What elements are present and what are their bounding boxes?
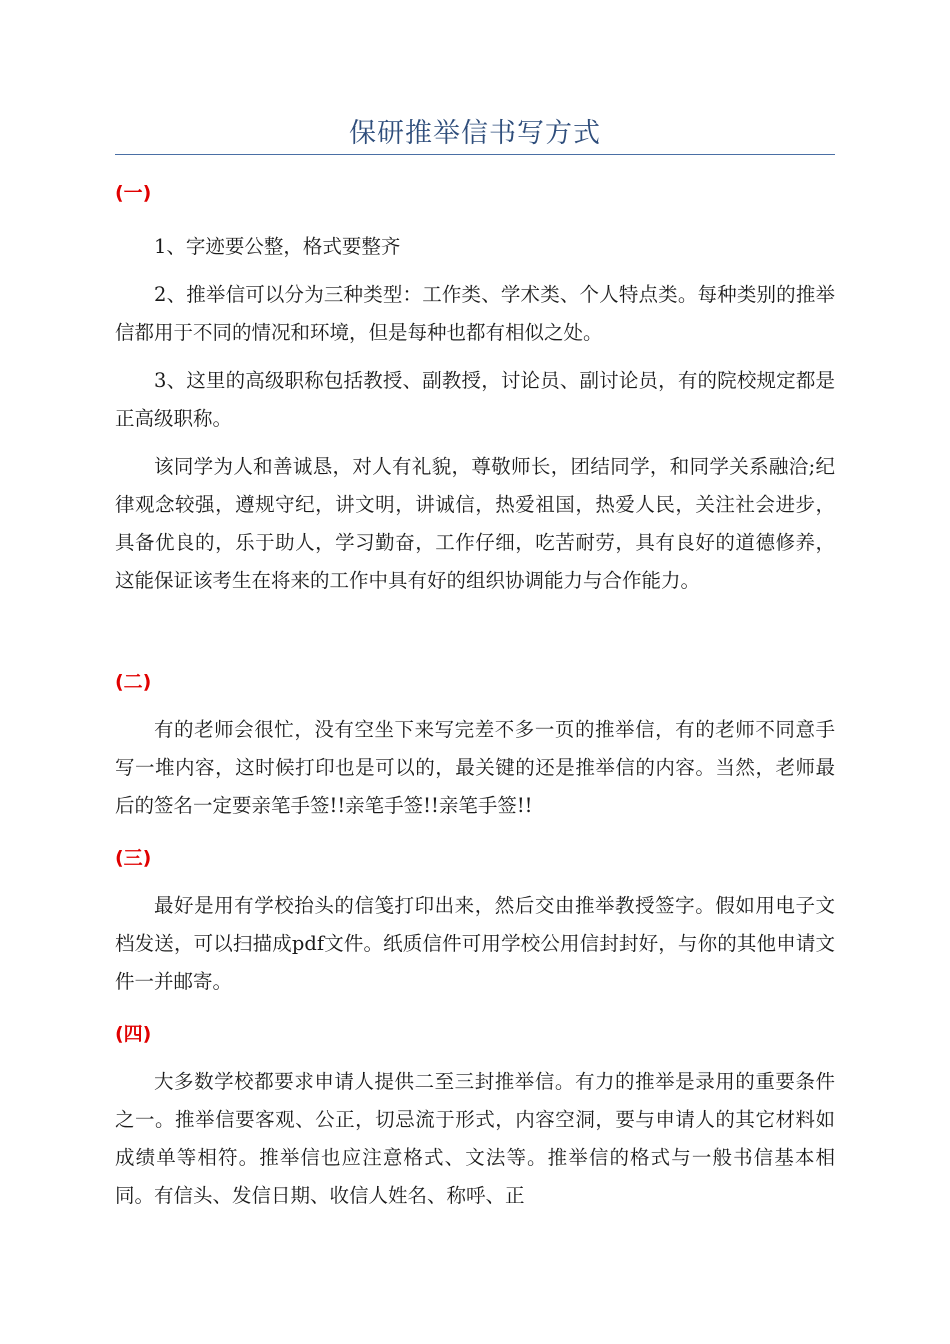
paragraph: 有的老师会很忙，没有空坐下来写完差不多一页的推举信，有的老师不同意手写一堆内容，这时候打印也是可以的，最关键的还是推举信的内容。当然，老师最后的签名一定要亲笔手签!!亲笔手签!!亲笔手签!! xyxy=(115,718,835,817)
section-heading: (三) xyxy=(115,847,152,869)
paragraph: 大多数学校都要求申请人提供二至三封推举信。有力的推举是录用的重要条件之一。推举信要客观、公正，切忌流于形式，内容空洞，要与申请人的其它材料如成绩单等相符。推举信也应注意格式、文法等。推举信的格式与一般书信基本相同。有信头、发信日期、收信人姓名、称呼、正 xyxy=(115,1070,835,1207)
title-underline xyxy=(115,154,835,155)
paragraph: 1、字迹要公整，格式要整齐 xyxy=(154,235,401,258)
section-4 xyxy=(115,1022,835,1215)
paragraph: 2、推举信可以分为三种类型：工作类、学术类、个人特点类。每种类别的推举信都用于不同的情况和环境，但是每种也都有相似之处。 xyxy=(115,283,835,344)
section-heading: (一) xyxy=(115,182,152,204)
document-title: 保研推举信书写方式 xyxy=(349,118,601,149)
section-1 xyxy=(115,181,835,600)
paragraph: 该同学为人和善诚恳，对人有礼貌，尊敬师长，团结同学，和同学关系融洽;纪律观念较强，遵规守纪，讲文明，讲诚信，热爱祖国，热爱人民，关注社会进步，具备优良的，乐于助人，学习勤奋，工作仔细，吃苦耐劳，具有良好的道德修养，这能保证该考生在将来的工作中具有好的组织协调能力与合作能力。 xyxy=(115,455,835,592)
paragraph: 3、这里的高级职称包括教授、副教授，讨论员、副讨论员，有的院校规定都是正高级职称。 xyxy=(115,369,835,430)
paragraph: 最好是用有学校抬头的信笺打印出来，然后交由推举教授签字。假如用电子文档发送，可以扫描成pdf文件。纸质信件可用学校公用信封封好，与你的其他申请文件一并邮寄。 xyxy=(115,894,835,993)
section-heading: (二) xyxy=(115,671,152,693)
section-3 xyxy=(115,846,835,1001)
section-2 xyxy=(115,670,835,825)
section-heading: (四) xyxy=(115,1023,152,1045)
